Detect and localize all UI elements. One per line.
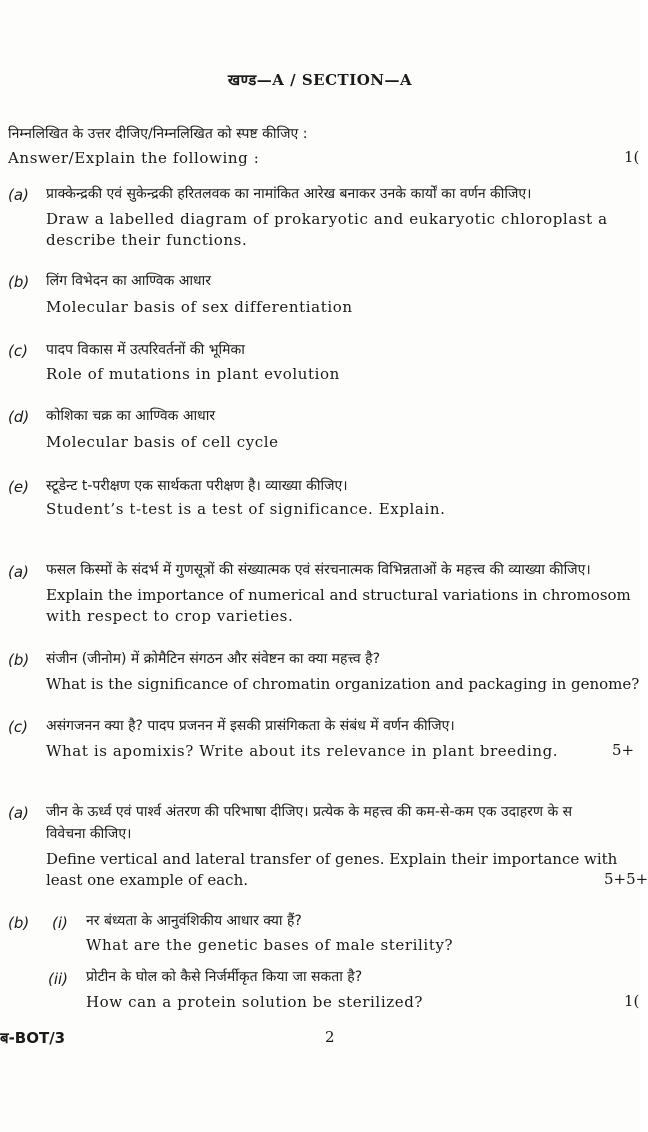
q1b-english: Molecular basis of sex differentiation bbox=[46, 298, 353, 316]
page-number: 2 bbox=[325, 1028, 335, 1046]
q3a-hindi-line2: विवेचना कीजिए। bbox=[46, 826, 132, 842]
instructions-hindi: निम्नलिखित के उत्तर दीजिए/निम्नलिखित को स्पष्ट कीजिए : bbox=[8, 126, 308, 142]
q2c-hindi: असंगजनन क्या है? पादप प्रजनन में इसकी प्रासंगिकता के संबंध में वर्णन कीजिए। bbox=[46, 718, 455, 734]
q1e-label: (e) bbox=[8, 478, 29, 496]
q3b-i-hindi: नर बंध्यता के आनुवंशिकीय आधार क्या हैं? bbox=[86, 913, 302, 929]
paper-code: ब-BOT/3 bbox=[0, 1029, 66, 1047]
instructions-english: Answer/Explain the following : bbox=[8, 149, 260, 167]
q3b-ii-marks: 1( bbox=[624, 992, 640, 1010]
q2b-hindi: संजीन (जीनोम) में क्रोमैटिन संगठन और संवेष्टन का क्या महत्त्व है? bbox=[46, 651, 380, 667]
q1e-english: Student’s t-test is a test of significance. Explain. bbox=[46, 500, 446, 518]
q1c-hindi: पादप विकास में उत्परिवर्तनों की भूमिका bbox=[46, 342, 245, 358]
section-heading: खण्ड—A / SECTION—A bbox=[227, 71, 413, 89]
q1d-english: Molecular basis of cell cycle bbox=[46, 433, 279, 451]
q2a-english-line2: with respect to crop varieties. bbox=[46, 607, 294, 625]
q3a-hindi-line1: जीन के ऊर्ध्व एवं पार्श्व अंतरण की परिभाषा दीजिए। प्रत्येक के महत्त्व की कम-से-कम एक उदाहरण के स bbox=[46, 804, 573, 820]
q1a-english-line2: describe their functions. bbox=[46, 231, 248, 249]
q1a-english-line1: Draw a labelled diagram of prokaryotic and eukaryotic chloroplast a bbox=[46, 210, 608, 228]
q2a-hindi: फसल किस्मों के संदर्भ में गुणसूत्रों की संख्यात्मक एवं संरचनात्मक विभिन्नताओं के महत्त्व की व्याख्या कीजिए। bbox=[46, 562, 591, 578]
q2a-label: (a) bbox=[8, 563, 29, 581]
instructions-marks: 1( bbox=[624, 148, 640, 166]
q1b-hindi: लिंग विभेदन का आण्विक आधार bbox=[46, 273, 212, 289]
q1d-label: (d) bbox=[8, 408, 30, 426]
q1e-hindi: स्टूडेन्ट t-परीक्षण एक सार्थकता परीक्षण है। व्याख्या कीजिए। bbox=[46, 478, 348, 494]
q1a-hindi: प्राक्केन्द्रकी एवं सुकेन्द्रकी हरितलवक का नामांकित आरेख बनाकर उनके कार्यों का वर्णन कीजिए। bbox=[46, 186, 532, 202]
q2c-label: (c) bbox=[8, 718, 28, 736]
q3b-ii-label: (ii) bbox=[48, 970, 69, 988]
q2a-english-line1: Explain the importance of numerical and structural variations in chromosom bbox=[46, 586, 631, 604]
q2b-label: (b) bbox=[8, 651, 30, 669]
q3a-english-line2: least one example of each. bbox=[46, 871, 248, 889]
q3a-label: (a) bbox=[8, 804, 29, 822]
q1b-label: (b) bbox=[8, 273, 30, 291]
q1c-label: (c) bbox=[8, 342, 28, 360]
q3b-label: (b) bbox=[8, 914, 30, 932]
q3b-ii-hindi: प्रोटीन के घोल को कैसे निर्जर्मीकृत किया जा सकता है? bbox=[86, 969, 363, 985]
q3b-i-english: What are the genetic bases of male sterility? bbox=[86, 936, 454, 954]
q3a-english-line1: Define vertical and lateral transfer of genes. Explain their importance with bbox=[46, 850, 618, 868]
q1c-english: Role of mutations in plant evolution bbox=[46, 365, 340, 383]
q2b-english: What is the significance of chromatin organization and packaging in genome? bbox=[46, 675, 640, 693]
q3a-marks: 5+5+ bbox=[604, 870, 648, 888]
q3b-i-label: (i) bbox=[52, 914, 68, 932]
q2c-marks: 5+ bbox=[612, 741, 635, 759]
q3b-ii-english: How can a protein solution be sterilized? bbox=[86, 993, 424, 1011]
q1a-label: (a) bbox=[8, 186, 29, 204]
q2c-english: What is apomixis? Write about its relevance in plant breeding. bbox=[46, 742, 559, 760]
q1d-hindi: कोशिका चक्र का आण्विक आधार bbox=[46, 408, 216, 424]
